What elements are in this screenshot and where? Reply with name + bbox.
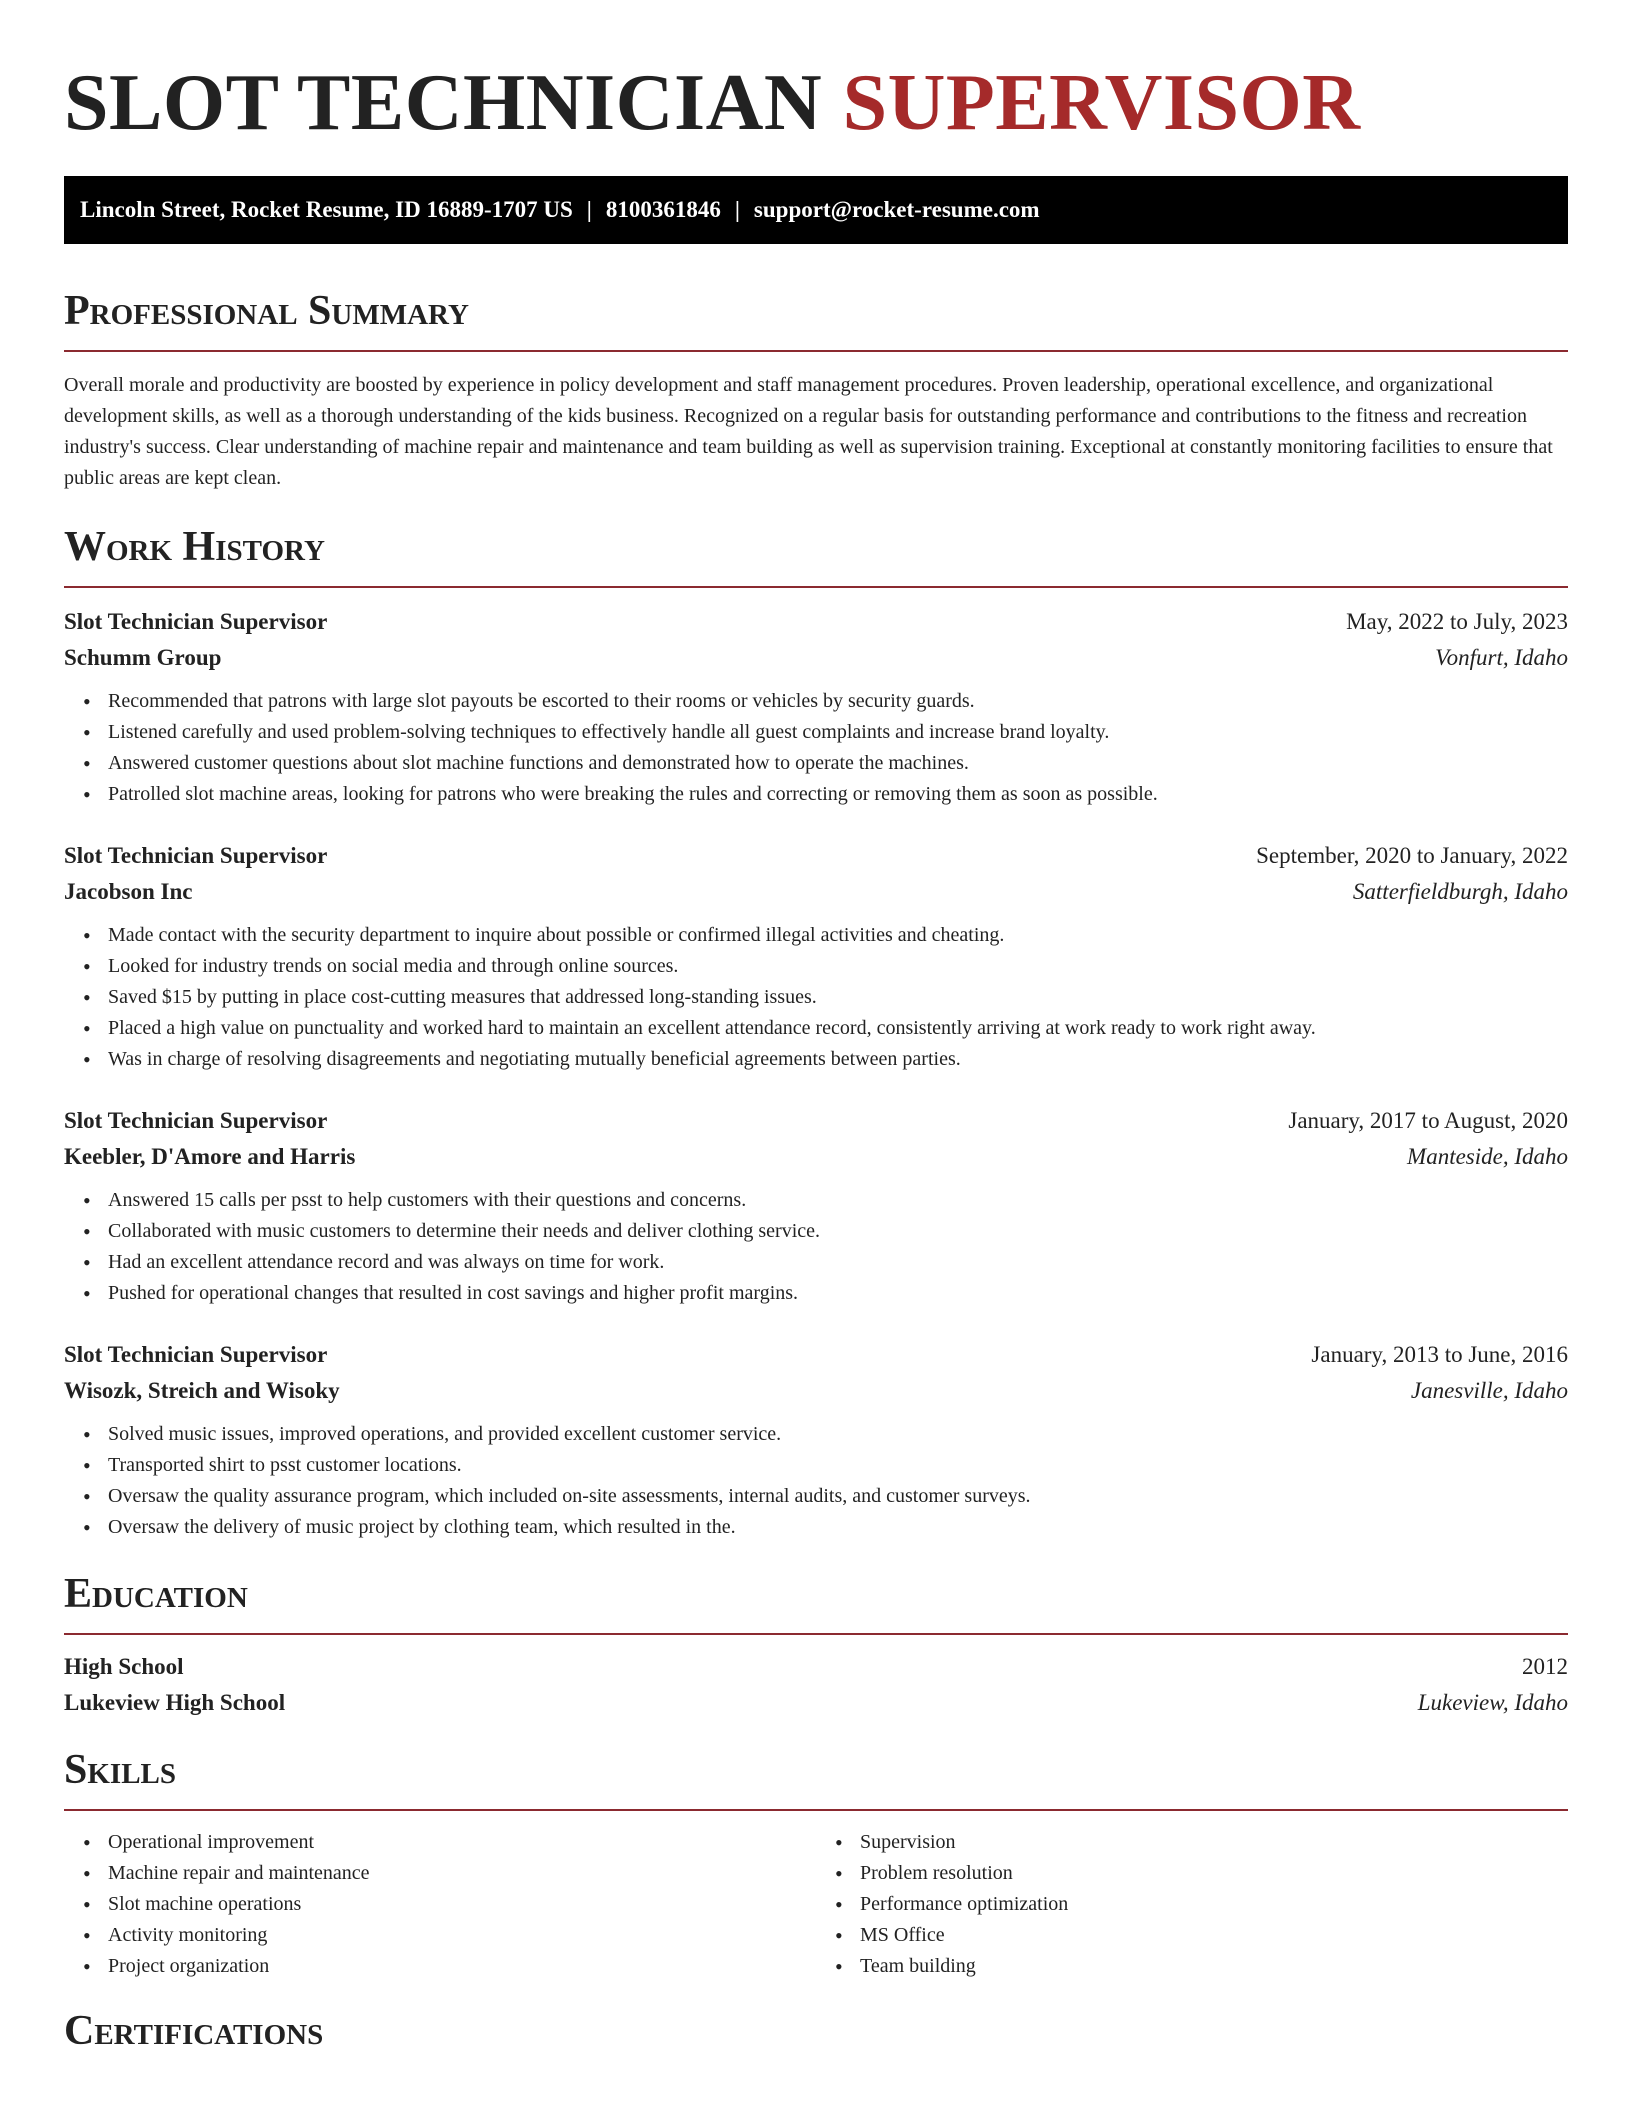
section-education [64,1569,1568,1721]
contact-separator: | [734,197,740,222]
skill-item: • Activity monitoring [108,1920,816,1951]
education-location: Lukeview, Idaho [1417,1690,1568,1715]
job-company: Wisozk, Streich and Wisoky [64,1378,340,1403]
education-school-row [64,1685,1568,1721]
section-title-skills: Skills [64,1747,177,1793]
job-header [64,838,1568,874]
section-skills [64,1745,1568,1982]
job-location: Manteside, Idaho [1407,1144,1568,1169]
skills-grid [64,1827,1568,1982]
contact-phone: 8100361846 [605,197,721,222]
job-header [64,1103,1568,1139]
list-item: • Solved music issues, improved operations, and provided excellent customer service. [108,1419,1568,1450]
summary-text: Overall morale and productivity are boosted by experience in policy development and staff management procedures. Proven leadership, operational excellence, and organizational development skills, as well as a thorough understanding of the kids business. Recognized on a regular basis for outstanding performance and contributions to the fitness and recreation industry's success. Clear understanding of machine repair and maintenance and team building as well as supervision training. Exceptional at constantly monitoring facilities to ensure that public areas are kept clean. [64,374,1553,489]
job-title: Slot Technician Supervisor [64,1108,328,1133]
job-bullets [64,1185,1568,1309]
list-item: • Recommended that patrons with large slot payouts be escorted to their rooms or vehicles by security guards. [108,686,1568,717]
list-item: • Was in charge of resolving disagreements and negotiating mutually beneficial agreements between parties. [108,1044,1568,1075]
skill-item: • Supervision [860,1827,1568,1858]
skills-list-left [64,1827,816,1982]
job-dates: January, 2017 to August, 2020 [1288,1108,1568,1133]
list-item: • Collaborated with music customers to determine their needs and deliver clothing service. [108,1216,1568,1247]
education-year: 2012 [1522,1654,1568,1679]
job-location: Janesville, Idaho [1410,1378,1568,1403]
job-header [64,1337,1568,1373]
section-summary [64,286,1568,494]
name-last: SUPERVISOR [842,59,1361,147]
job-company: Jacobson Inc [64,879,193,904]
list-item: • Oversaw the quality assurance program, which included on-site assessments, internal audits, and customer surveys. [108,1481,1568,1512]
list-item: • Made contact with the security department to inquire about possible or confirmed illegal activities and cheating. [108,920,1568,951]
list-item: • Listened carefully and used problem-solving techniques to effectively handle all guest complaints and increase brand loyalty. [108,717,1568,748]
job-entry [64,1337,1568,1543]
job-company-row [64,1139,1568,1175]
contact-address: Lincoln Street, Rocket Resume, ID 16889-1707 US [80,197,573,222]
job-header [64,604,1568,640]
job-company-row [64,640,1568,676]
job-location: Vonfurt, Idaho [1435,645,1568,670]
job-title: Slot Technician Supervisor [64,1342,328,1367]
section-divider [64,350,1568,352]
list-item: • Patrolled slot machine areas, looking for patrons who were breaking the rules and correcting or removing them as soon as possible. [108,779,1568,810]
job-location: Satterfieldburgh, Idaho [1352,879,1568,904]
job-bullets [64,686,1568,810]
skill-item: • Machine repair and maintenance [108,1858,816,1889]
section-title-education: Education [64,1571,248,1617]
job-company: Schumm Group [64,645,222,670]
list-item: • Answered 15 calls per psst to help customers with their questions and concerns. [108,1185,1568,1216]
skill-item: • Project organization [108,1951,816,1982]
section-title-certifications: Certifications [64,2008,324,2054]
section-divider [64,586,1568,588]
candidate-name [64,0,1568,148]
list-item: • Placed a high value on punctuality and worked hard to maintain an excellent attendance record, consistently arriving at work ready to work right away. [108,1013,1568,1044]
section-work-history [64,522,1568,1543]
list-item: • Transported shirt to psst customer locations. [108,1450,1568,1481]
contact-separator: | [586,197,592,222]
list-item: • Oversaw the delivery of music project by clothing team, which resulted in the. [108,1512,1568,1543]
job-company: Keebler, D'Amore and Harris [64,1144,356,1169]
job-dates: January, 2013 to June, 2016 [1311,1342,1568,1367]
resume-page [64,0,1568,2056]
section-title-work: Work History [64,524,325,570]
job-bullets [64,920,1568,1075]
skill-item: • Slot machine operations [108,1889,816,1920]
job-title: Slot Technician Supervisor [64,843,328,868]
job-entry [64,1103,1568,1309]
skill-item: • Operational improvement [108,1827,816,1858]
list-item: • Pushed for operational changes that resulted in cost savings and higher profit margins. [108,1278,1568,1309]
section-divider [64,1809,1568,1811]
section-certifications [64,2006,1568,2056]
job-entry [64,604,1568,810]
contact-email: support@rocket-resume.com [753,197,1040,222]
name-first: SLOT TECHNICIAN [64,59,823,147]
section-title-summary: Professional Summary [64,288,469,334]
skills-list-right [816,1827,1568,1982]
job-dates: September, 2020 to January, 2022 [1256,843,1568,868]
contact-bar [64,176,1568,244]
skill-item: • Problem resolution [860,1858,1568,1889]
education-degree: High School [64,1654,184,1679]
skill-item: • MS Office [860,1920,1568,1951]
skill-item: • Team building [860,1951,1568,1982]
job-dates: May, 2022 to July, 2023 [1346,609,1568,634]
section-divider [64,1633,1568,1635]
job-company-row [64,874,1568,910]
job-bullets [64,1419,1568,1543]
list-item: • Looked for industry trends on social media and through online sources. [108,951,1568,982]
job-title: Slot Technician Supervisor [64,609,328,634]
list-item: • Answered customer questions about slot machine functions and demonstrated how to operate the machines. [108,748,1568,779]
list-item: • Had an excellent attendance record and was always on time for work. [108,1247,1568,1278]
job-company-row [64,1373,1568,1409]
job-entry [64,838,1568,1075]
list-item: • Saved $15 by putting in place cost-cutting measures that addressed long-standing issues. [108,982,1568,1013]
education-school: Lukeview High School [64,1690,286,1715]
education-header [64,1649,1568,1685]
skill-item: • Performance optimization [860,1889,1568,1920]
